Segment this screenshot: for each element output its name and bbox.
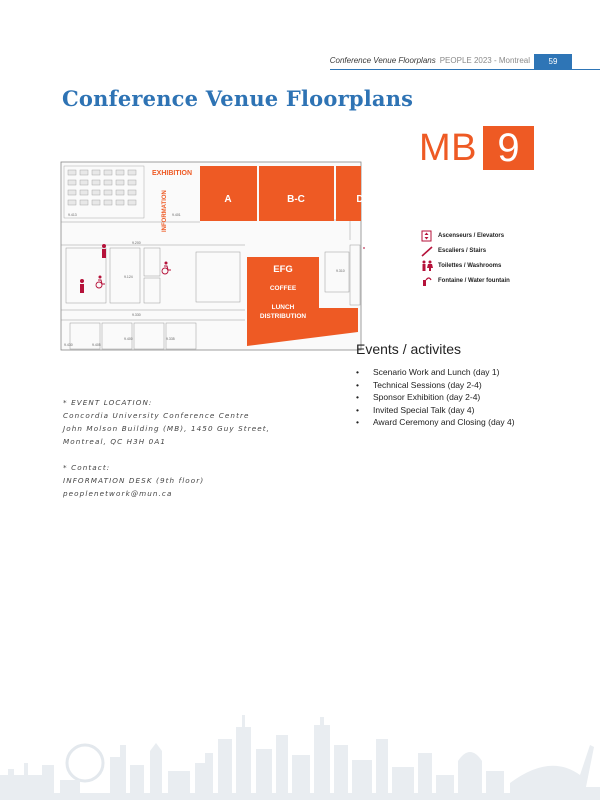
stairs-icon <box>420 245 434 257</box>
washroom-icon <box>420 260 434 272</box>
room-number: 9.405 <box>92 343 101 347</box>
running-header <box>330 56 530 65</box>
floorplan-legend <box>420 228 510 288</box>
legend-item-elevators <box>420 228 510 243</box>
contact-heading: * Contact: <box>63 463 111 472</box>
coffee-label: COFFEE <box>269 285 297 292</box>
distribution-label: DISTRIBUTION <box>259 313 307 320</box>
logo-number: 9 <box>483 126 534 170</box>
legend-item-water-fountain <box>420 273 510 288</box>
room-number: 9.401 <box>172 213 181 217</box>
location-building: John Molson Building (MB), 1450 Guy Street, <box>63 424 271 433</box>
events-list <box>356 366 515 429</box>
contact-email[interactable]: peoplenetwork@mun.ca <box>63 489 173 498</box>
contact-desk: INFORMATION DESK (9th floor) <box>63 476 205 485</box>
floorplan-map <box>60 160 365 352</box>
room-number: 9.200 <box>132 241 141 245</box>
room-number: 9.400 <box>124 337 133 341</box>
legend-item-washrooms <box>420 258 510 273</box>
header-rule <box>330 69 600 70</box>
list-item: • Scenario Work and Lunch (day 1) <box>356 367 500 377</box>
exhibition-label: EXHIBITION <box>152 170 193 177</box>
mb9-logo <box>419 126 534 170</box>
location-city: Montreal, QC H3H 0A1 <box>63 437 167 446</box>
events-heading: Events / activites <box>356 341 462 357</box>
room-efg-label: EFG <box>273 264 293 275</box>
running-header-subtitle: PEOPLE 2023 - Montreal <box>439 56 530 65</box>
legend-label: Toilettes / Washrooms <box>438 262 502 269</box>
location-heading: * EVENT LOCATION: <box>63 398 153 407</box>
list-item: • Award Ceremony and Closing (day 4) <box>356 417 515 427</box>
montreal-skyline-illustration <box>0 705 600 800</box>
room-number: 9.124 <box>124 275 133 279</box>
running-header-title: Conference Venue Floorplans <box>329 56 436 65</box>
stairs-icon <box>363 239 365 248</box>
room-number: 9.413 <box>68 213 77 217</box>
room-number: 9.335 <box>166 337 175 341</box>
lunch-label: LUNCH <box>271 304 295 311</box>
legend-label: Fontaine / Water fountain <box>438 277 510 284</box>
legend-label: Escaliers / Stairs <box>438 247 487 254</box>
page-title: Conference Venue Floorplans <box>62 86 414 111</box>
room-number: 9.430 <box>64 343 73 347</box>
legend-label: Ascenseurs / Elevators <box>438 232 505 239</box>
water-fountain-icon <box>420 275 434 287</box>
room-d-label: D <box>356 194 364 205</box>
legend-item-stairs <box>420 243 510 258</box>
elevator-icon <box>420 230 434 242</box>
room-number: 9.310 <box>336 269 345 273</box>
information-label: INFORMATION <box>162 190 168 232</box>
page-number: 59 <box>534 54 572 69</box>
room-bc-label: B-C <box>287 194 305 205</box>
list-item: • Technical Sessions (day 2-4) <box>356 379 482 390</box>
location-venue: Concordia University Conference Centre <box>63 411 250 420</box>
logo-letters: MB <box>419 127 477 169</box>
location-info <box>63 396 270 500</box>
room-a-label: A <box>224 194 232 205</box>
room-number: 9.330 <box>132 313 141 317</box>
list-item: • Invited Special Talk (day 4) <box>356 404 475 415</box>
list-item: • Sponsor Exhibition (day 2-4) <box>356 392 481 402</box>
